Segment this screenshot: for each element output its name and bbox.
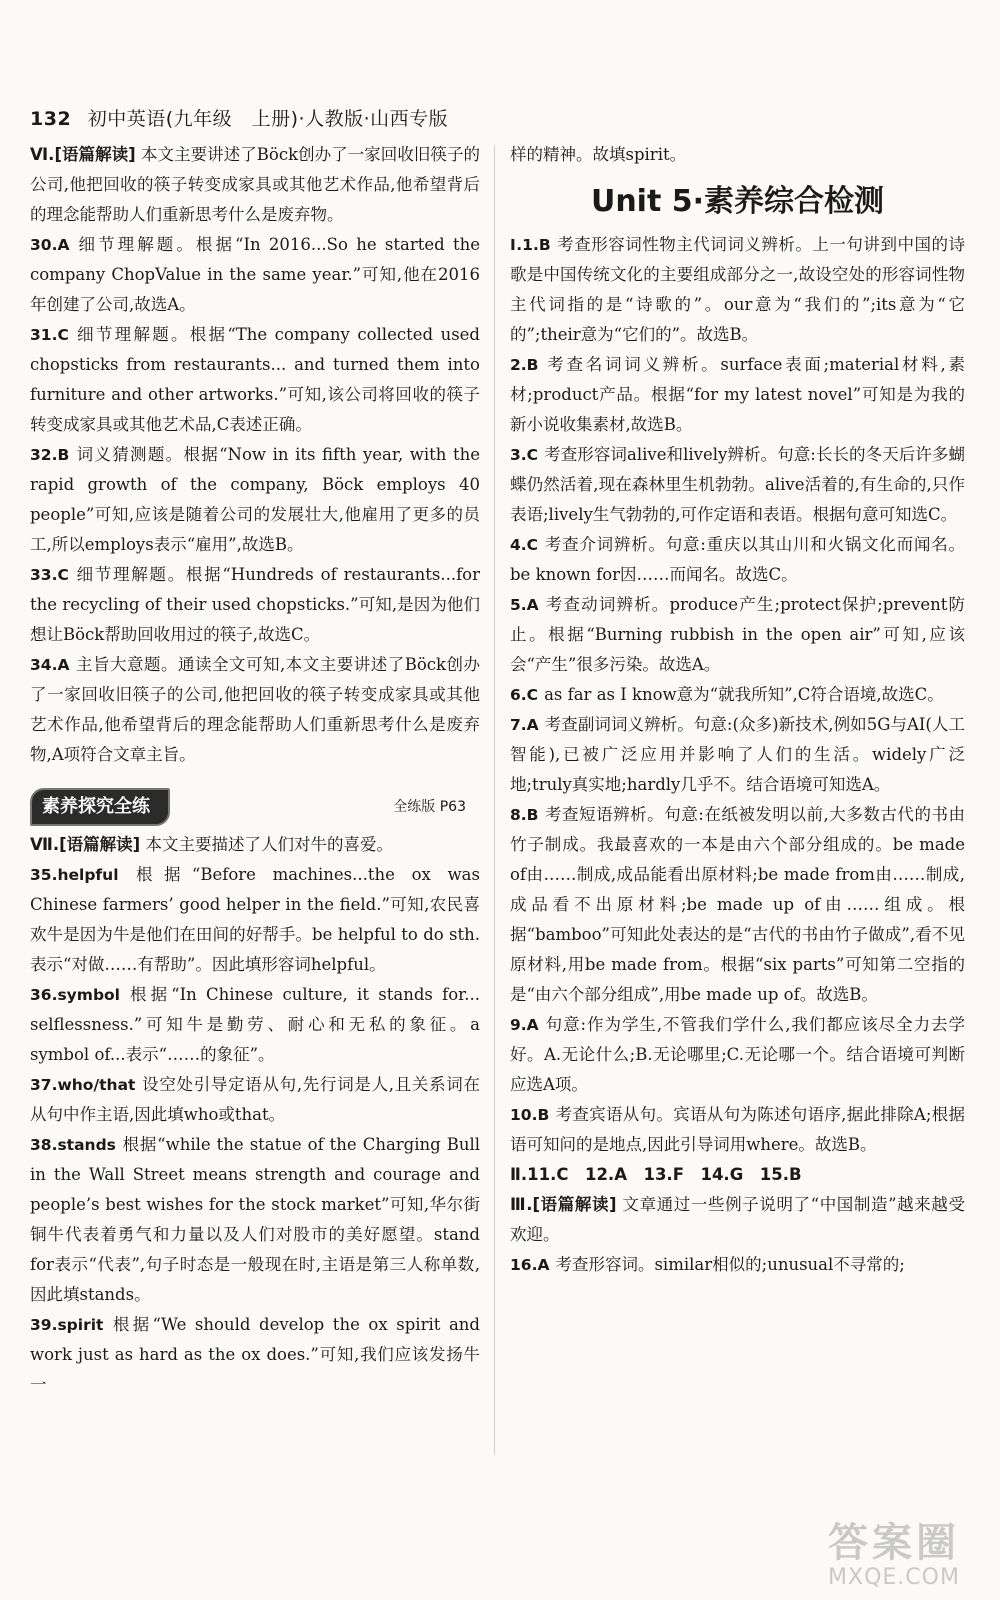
passage-summary: [510, 1190, 965, 1250]
question-number: 35.helpful: [30, 866, 119, 884]
watermark-url: MXQE.COM: [828, 1565, 960, 1590]
section-label: Ⅲ.[语篇解读]: [510, 1195, 617, 1214]
question-number: Ⅰ.1.B: [510, 236, 551, 254]
answer-explanation: 根据“In Chinese culture, it stands for... selflessness.”可知牛是勤劳、耐心和无私的象征。a symbol of...表示“……的象征”。: [30, 985, 480, 1064]
summary-text: 本文主要描述了人们对牛的喜爱。: [145, 835, 393, 854]
answer-item: [510, 230, 965, 350]
question-number: 30.A: [30, 236, 70, 254]
answer-explanation: 考查短语辨析。句意:在纸被发明以前,大多数古代的书由竹子制成。我最喜欢的一本是由六个部分组成的。be made of由……制成,成品能看出原材料;be made from由……制成,成品看不出原材料;be made up of由……组成。根据“bamboo”可知此处表达的是“古代的书由竹子做成”,看不见原材料,用be made from。根据“six parts”可知第二空指的是“由六个部分组成”,用be made up of。故选B。: [510, 805, 965, 1004]
passage-summary: [30, 140, 480, 230]
answer-item: [30, 1130, 480, 1310]
question-number: 34.A: [30, 656, 70, 674]
question-number: 5.A: [510, 596, 539, 614]
question-number: 2.B: [510, 356, 539, 374]
question-number: 10.B: [510, 1106, 550, 1124]
answer-item: [510, 680, 965, 710]
answer-explanation: 考查名词词义辨析。surface表面;material材料,素材;product产品。根据“for my latest novel”可知是为我的新小说收集素材,故选B。: [510, 355, 965, 434]
answer-explanation: as far as I know意为“就我所知”,C符合语境,故选C。: [544, 685, 944, 704]
answer-explanation: 设空处引导定语从句,先行词是人,且关系词在从句中作主语,因此填who或that。: [30, 1075, 480, 1124]
right-column: [510, 140, 965, 1280]
book-title: 初中英语(九年级 上册)·人教版·山西专版: [87, 108, 449, 130]
page-header: [30, 104, 970, 134]
answer-explanation: 根据“Before machines...the ox was Chinese farmers’ good helper in the field.”可知,农民喜欢牛是因为牛是他们在田间的好帮手。be helpful to do sth.表示“对做……有帮助”。因此填形容词helpful。: [30, 865, 480, 974]
question-number: 32.B: [30, 446, 70, 464]
answer-explanation: 细节理解题。根据“The company collected used chopsticks from restaurants... and turned them into furniture and other artworks.”可知,该公司将回收的筷子转变成家具或其他艺术品,C表述正确。: [30, 325, 480, 434]
answer-item: [510, 590, 965, 680]
question-number: 38.stands: [30, 1136, 116, 1154]
answer-item: [510, 1010, 965, 1100]
answer-explanation: 根据“while the statue of the Charging Bull in the Wall Street means strength and courage and people’s best wishes for the stock market”可知,华尔街铜牛代表着勇气和力量以及人们对股市的美好愿望。stand for表示“代表”,句子时态是一般现在时,主语是第三人称单数,因此填stands。: [30, 1135, 480, 1304]
watermark-logo: 答案圈: [828, 1520, 960, 1566]
column-divider: [494, 145, 495, 1455]
answer-item: [510, 710, 965, 800]
question-number: 16.A: [510, 1256, 550, 1274]
answer-item: [510, 1250, 965, 1280]
question-number: 4.C: [510, 536, 539, 554]
answer-item: [30, 320, 480, 440]
answer-item: [30, 860, 480, 980]
question-number: 3.C: [510, 446, 539, 464]
unit-title: Unit 5·素养综合检测: [590, 184, 885, 219]
answer-explanation: 句意:作为学生,不管我们学什么,我们都应该尽全力去学好。A.无论什么;B.无论哪里;C.无论哪一个。结合语境可判断应选A项。: [510, 1015, 965, 1094]
answer-explanation: 主旨大意题。通读全文可知,本文主要讲述了Böck创办了一家回收旧筷子的公司,他把回收的筷子转变成家具或其他艺术作品,他希望背后的理念能帮助人们重新思考什么是废弃物,A项符合文章主旨。: [30, 655, 480, 764]
answer-explanation: 考查形容词。similar相似的;unusual不寻常的;: [555, 1255, 905, 1274]
answer-explanation: 根据“We should develop the ox spirit and work just as hard as the ox does.”可知,我们应该发扬牛一: [30, 1315, 480, 1394]
section-heading: [30, 790, 480, 824]
summary-text: 文章通过一些例子说明了“中国制造”越来越受欢迎。: [510, 1195, 966, 1244]
continued-text: 样的精神。故填spirit。: [510, 145, 687, 164]
answer-item: [30, 560, 480, 650]
answer-explanation: 考查形容词alive和lively辨析。句意:长长的冬天后许多蝴蝶仍然活着,现在森林里生机勃勃。alive活着的,有生命的,只作表语;lively生气勃勃的,可作定语和表语。根据句意可知选C。: [510, 445, 965, 524]
page-reference: 全练版 P63: [393, 799, 466, 815]
answer-explanation: 考查介词辨析。句意:重庆以其山川和火锅文化而闻名。be known for因……而闻名。故选C。: [510, 535, 965, 584]
answer-item: [30, 1310, 480, 1400]
answer-item: [510, 800, 965, 1010]
answer-explanation: 考查宾语从句。宾语从句为陈述句语序,据此排除A;根据语可知问的是地点,因此引导词用where。故选B。: [510, 1105, 965, 1154]
section-label: Ⅶ.[语篇解读]: [30, 835, 141, 854]
summary-text: 本文主要讲述了Böck创办了一家回收旧筷子的公司,他把回收的筷子转变成家具或其他艺术作品,他希望背后的理念能帮助人们重新思考什么是废弃物。: [30, 145, 480, 224]
answer-item: [510, 350, 965, 440]
answer-explanation: 考查副词词义辨析。句意:(众多)新技术,例如5G与AI(人工智能),已被广泛应用并影响了人们的生活。widely广泛地;truly真实地;hardly几乎不。结合语境可知选A。: [510, 715, 965, 794]
question-number: 9.A: [510, 1016, 539, 1034]
question-number: 39.spirit: [30, 1316, 104, 1334]
question-number: 8.B: [510, 806, 539, 824]
passage-summary: [30, 830, 480, 860]
question-number: 7.A: [510, 716, 539, 734]
site-watermark: [828, 1521, 960, 1590]
question-number: 33.C: [30, 566, 69, 584]
answer-item: [30, 230, 480, 320]
answer-line: Ⅱ.11.C 12.A 13.F 14.G 15.B: [510, 1165, 802, 1184]
answer-item: [30, 440, 480, 560]
answer-explanation: 考查形容词性物主代词词义辨析。上一句讲到中国的诗歌是中国传统文化的主要组成部分之一,故设空处的形容词性物主代词指的是“诗歌的”。our意为“我们的”;its意为“它的”;their意为“它们的”。故选B。: [510, 235, 966, 344]
question-number: 37.who/that: [30, 1076, 136, 1094]
answer-item: [510, 1100, 965, 1160]
question-number: 6.C: [510, 686, 539, 704]
answer-explanation: 细节理解题。根据“In 2016...So he started the company ChopValue in the same year.”可知,他在2016年创建了公司,故选A。: [30, 235, 480, 314]
answer-explanation: 考查动词辨析。produce产生;protect保护;prevent防止。根据“Burning rubbish in the open air”可知,应该会“产生”很多污染。故选A。: [510, 595, 965, 674]
answer-item: [30, 980, 480, 1070]
section-label: Ⅵ.[语篇解读]: [30, 145, 136, 164]
answer-explanation: 细节理解题。根据“Hundreds of restaurants...for the recycling of their used chopsticks.”可知,是因为他们想让Böck帮助回收用过的筷子,故选C。: [30, 565, 480, 644]
page-number: 132: [30, 108, 72, 130]
answer-item: [30, 1070, 480, 1130]
answer-item: [30, 650, 480, 770]
section-banner: 素养探究全练: [30, 788, 170, 826]
left-column: [30, 140, 480, 1400]
question-number: 36.symbol: [30, 986, 120, 1004]
answer-item: [510, 530, 965, 590]
answer-explanation: 词义猜测题。根据“Now in its fifth year, with the rapid growth of the company, Böck employs 40 people”可知,应该是随着公司的发展壮大,他雇用了更多的员工,所以employs表示“雇用”,故选B。: [30, 445, 480, 554]
answer-item: [510, 440, 965, 530]
question-number: 31.C: [30, 326, 69, 344]
